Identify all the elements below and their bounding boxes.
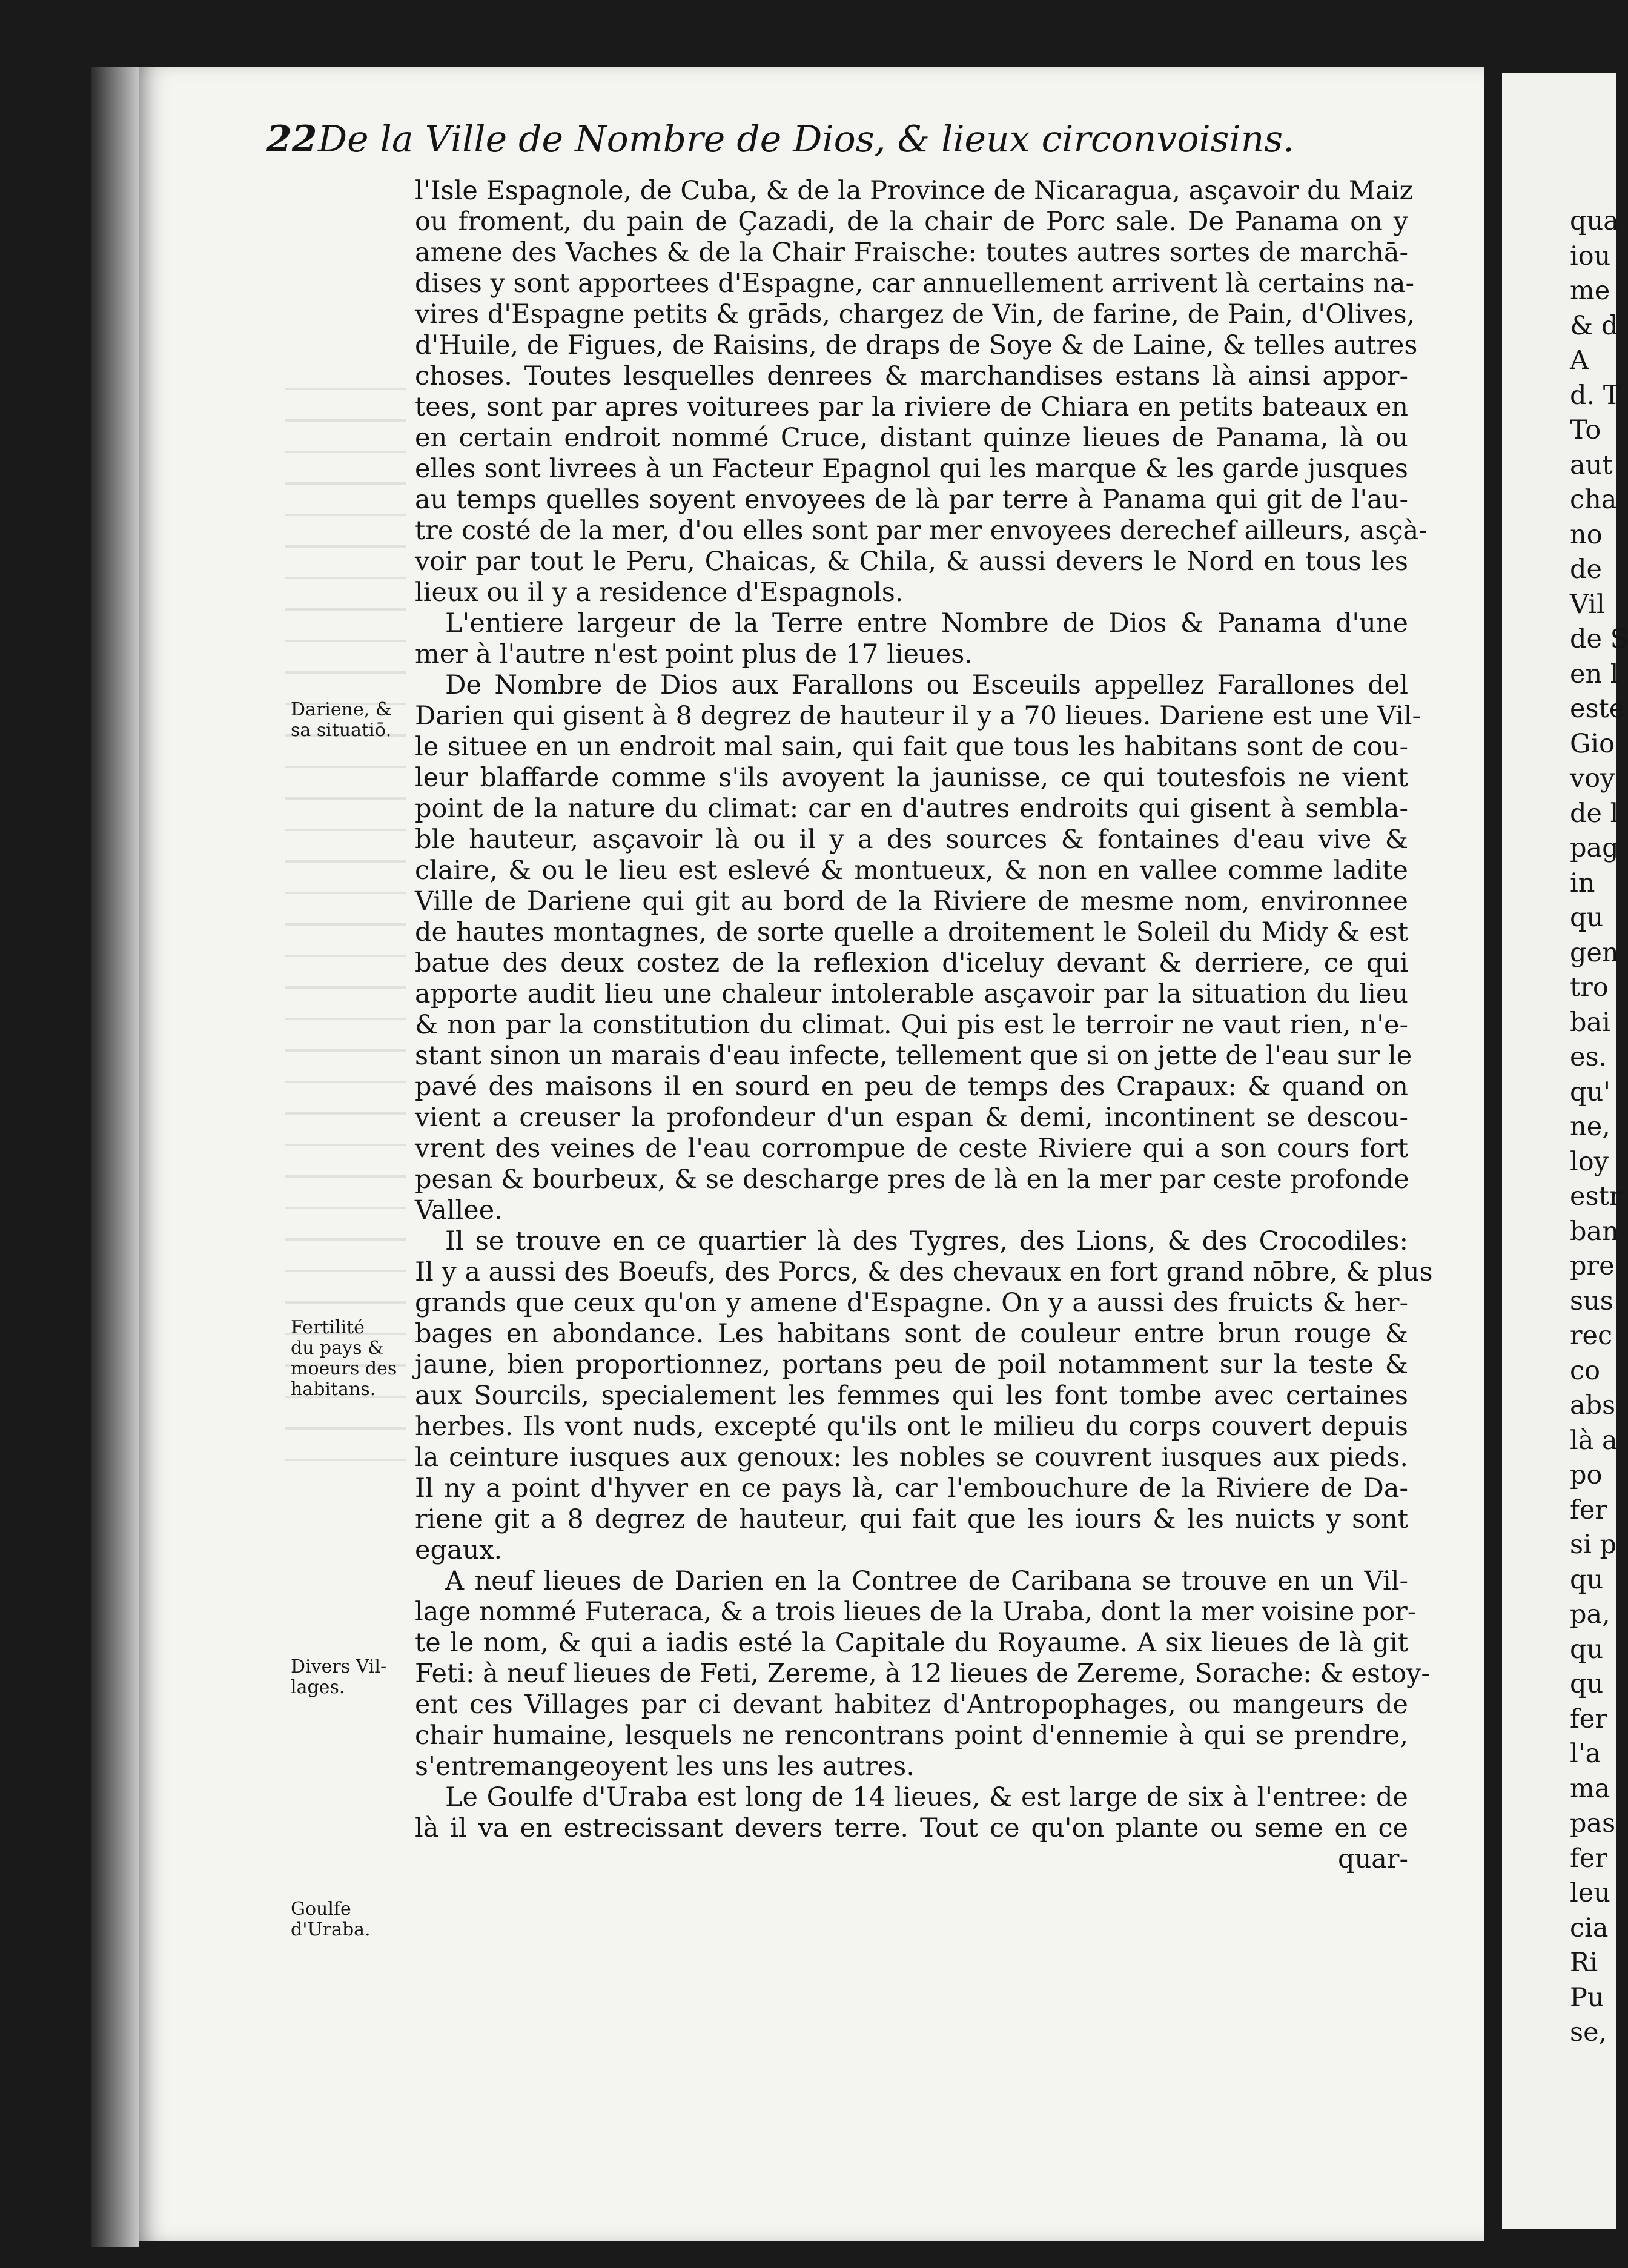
facing-page-fragment: rec <box>1570 1321 1613 1351</box>
facing-page-fragment: no <box>1570 519 1603 550</box>
facing-page-fragment: gen <box>1570 937 1619 968</box>
margin-note-line: sa situatiō. <box>291 720 392 741</box>
facing-page-fragment: qu <box>1570 1564 1604 1595</box>
text-line: mer à l'autre n'est point plus de 17 lieues. <box>415 639 973 669</box>
text-line: Darien qui gisent à 8 degrez de hauteur il y a 70 lieues. Dariene est une Vil- <box>415 701 1421 731</box>
text-line: riene git a 8 degrez de hauteur, qui fait que les iours & les nuicts y sont <box>415 1504 1408 1534</box>
text-line: là il va en estrecissant devers terre. Tout ce qu'on plante ou seme en ce <box>415 1813 1408 1843</box>
text-line: De Nombre de Dios aux Farallons ou Esceuils appellez Farallones del <box>445 670 1408 700</box>
text-line: pesan & bourbeux, & se descharge pres de là en la mer par ceste profonde <box>415 1164 1409 1195</box>
margin-note-line: habitans. <box>291 1379 376 1400</box>
facing-page-fragment: tro <box>1570 972 1609 1003</box>
facing-page-fragment: me <box>1570 276 1610 306</box>
facing-page-fragment: ma <box>1570 1773 1610 1804</box>
text-line: la ceinture iusques aux genoux: les nobles se couvrent iusques aux pieds. <box>415 1442 1408 1473</box>
facing-page-fragment: là a <box>1570 1425 1618 1456</box>
text-line: te le nom, & qui a iadis esté la Capitale du Royaume. A six lieues de là git <box>415 1628 1408 1658</box>
text-line: le situee en un endroit mal sain, qui fait que tous les habitans sont de cou- <box>415 732 1408 762</box>
facing-page-fragment: este <box>1570 694 1625 724</box>
text-line: vires d'Espagne petits & grāds, chargez de Vin, de farine, de Pain, d'Olives, <box>415 299 1415 330</box>
text-line: en certain endroit nommé Cruce, distant quinze lieues de Panama, là ou <box>415 423 1408 453</box>
margin-note-line: du pays & <box>291 1338 384 1359</box>
facing-page-fragment: d. T <box>1570 380 1621 411</box>
text-line: au temps quelles soyent envoyees de là par terre à Panama qui git de l'au- <box>415 485 1408 515</box>
facing-page-fragment: voy <box>1570 763 1615 794</box>
facing-page-fragment: Vil <box>1570 589 1605 620</box>
facing-page-fragment: qua <box>1570 206 1619 236</box>
text-line: choses. Toutes lesquelles denrees & marchandises estans là ainsi appor- <box>415 361 1408 391</box>
facing-page-fragment: si p <box>1570 1530 1617 1560</box>
facing-page-fragment: cia <box>1570 1912 1609 1943</box>
margin-note-line: Divers Vil- <box>291 1656 387 1677</box>
facing-page-fragment: de <box>1570 554 1602 585</box>
page-header <box>266 118 1295 167</box>
margin-note-line: Dariene, & <box>291 699 392 720</box>
margin-note-line: moeurs des <box>291 1358 397 1379</box>
text-line: de hautes montagnes, de sorte quelle a droitement le Soleil du Midy & est <box>415 917 1408 947</box>
text-line: lieux ou il y a residence d'Espagnols. <box>415 577 904 608</box>
text-line: A neuf lieues de Darien en la Contree de Caribana se trouve en un Vil- <box>445 1566 1408 1596</box>
text-line: ble hauteur, asçavoir là ou il y a des sources & fontaines d'eau vive & <box>415 824 1408 855</box>
text-line: batue des deux costez de la reflexion d'iceluy devant & derriere, ce qui <box>415 948 1408 978</box>
facing-page-fragment: loy <box>1570 1146 1609 1177</box>
margin-note-line: d'Uraba. <box>291 1919 371 1940</box>
text-line: Le Goulfe d'Uraba est long de 14 lieues, & est large de six à l'entree: de <box>445 1782 1408 1812</box>
facing-page-fragment: l'a <box>1570 1739 1601 1769</box>
text-line: claire, & ou le lieu est eslevé & montueux, & non en vallee comme ladite <box>415 855 1408 886</box>
page-number: 22 <box>266 118 317 161</box>
text-line: elles sont livrees à un Facteur Epagnol qui les marque & les garde jusques <box>415 454 1408 484</box>
facing-page-fragment: Pu <box>1570 1982 1604 2013</box>
facing-page-fragment: iou <box>1570 240 1611 271</box>
text-line: Vallee. <box>415 1195 503 1225</box>
facing-page-fragment: es. <box>1570 1042 1607 1072</box>
facing-page-fragment: pag <box>1570 833 1619 863</box>
text-line: Il y a aussi des Boeufs, des Porcs, & des chevaux en fort grand nōbre, & plus <box>415 1257 1433 1287</box>
facing-page-fragment: pas <box>1570 1808 1616 1839</box>
text-line: leur blaffarde comme s'ils avoyent la jaunisse, ce qui toutesfois ne vient <box>415 763 1408 793</box>
text-line: lage nommé Futeraca, & a trois lieues de la Uraba, dont la mer voisine por- <box>415 1597 1417 1627</box>
facing-page-fragment: & d <box>1570 310 1618 341</box>
facing-page-fragment: fer <box>1570 1494 1607 1525</box>
facing-page-fragment: ban <box>1570 1216 1619 1247</box>
text-line: d'Huile, de Figues, de Raisins, de draps de Soye & de Laine, & telles autres <box>415 330 1418 360</box>
catchword: quar- <box>1338 1844 1408 1874</box>
facing-page-fragment: se, <box>1570 2017 1607 2047</box>
margin-note-goulfe <box>291 1899 418 1940</box>
facing-page-fragment: co <box>1570 1355 1600 1386</box>
facing-page-fragment: de l <box>1570 798 1619 829</box>
facing-page-fragment: qu' <box>1570 1076 1611 1107</box>
facing-page-fragment: aut <box>1570 449 1613 480</box>
facing-page-fragment: Gio <box>1570 728 1615 759</box>
text-line: jaune, bien proportionnez, portans peu de poil notamment sur la teste & <box>415 1350 1408 1380</box>
facing-page-fragment: estr <box>1570 1181 1622 1212</box>
text-line: s'entremangeoyent les uns les autres. <box>415 1751 915 1782</box>
facing-page-fragment: po <box>1570 1460 1603 1490</box>
text-line: l'Isle Espagnole, de Cuba, & de la Province de Nicaragua, asçavoir du Maiz <box>415 176 1414 206</box>
text-line: amene des Vaches & de la Chair Fraische: toutes autres sortes de marchā- <box>415 237 1408 268</box>
margin-note-line: lages. <box>291 1677 345 1698</box>
text-line: pavé des maisons il en sourd en peu de temps des Crapaux: & quand on <box>415 1072 1408 1102</box>
text-line: voir par tout le Peru, Chaicas, & Chila, & aussi devers le Nord en tous les <box>415 546 1408 577</box>
text-line: Feti: à neuf lieues de Feti, Zereme, à 12 lieues de Zereme, Sorache: & estoy- <box>415 1659 1430 1689</box>
text-line: ent ces Villages par ci devant habitez d'Antropophages, ou mangeurs de <box>415 1689 1408 1720</box>
text-line: grands que ceux qu'on y amene d'Espagne. On y a aussi des fruicts & her- <box>415 1288 1408 1318</box>
body-text <box>415 176 1433 1875</box>
facing-page-fragment: en l <box>1570 658 1619 689</box>
text-line: apporte audit lieu une chaleur intolerable asçavoir par la situation du lieu <box>415 979 1408 1009</box>
facing-page-fragment: fer <box>1570 1703 1607 1734</box>
facing-page-fragment: fer <box>1570 1843 1607 1874</box>
text-line: L'entiere largeur de la Terre entre Nombre de Dios & Panama d'une <box>445 608 1408 638</box>
facing-page-fragment: sus <box>1570 1285 1613 1316</box>
text-line: & non par la constitution du climat. Qui pis est le terroir ne vaut rien, n'e- <box>415 1010 1408 1040</box>
facing-page-fragment: pa, <box>1570 1599 1610 1630</box>
facing-page-fragment: pre <box>1570 1251 1615 1281</box>
facing-page-fragment: cha <box>1570 485 1617 515</box>
text-line: Il se trouve en ce quartier là des Tygres, des Lions, & des Crocodiles: <box>445 1226 1408 1256</box>
text-line: ou froment, du pain de Çazadi, de la chair de Porc sale. De Panama on y <box>415 207 1408 237</box>
book-binding <box>91 67 139 2247</box>
running-head: De la Ville de Nombre de Dios, & lieux circonvoisins. <box>318 118 1295 161</box>
text-line: egaux. <box>415 1535 503 1565</box>
text-line: point de la nature du climat: car en d'autres endroits qui gisent à sembla- <box>415 794 1408 824</box>
text-line: Ville de Dariene qui git au bord de la Riviere de mesme nom, environnee <box>415 886 1408 917</box>
margin-note-fertilite <box>291 1318 418 1400</box>
facing-page-fragment: ne, <box>1570 1112 1610 1142</box>
text-line: chair humaine, lesquels ne rencontrans point d'ennemie à qui se prendre, <box>415 1720 1408 1751</box>
margin-note-line: Fertilité <box>291 1317 365 1338</box>
text-line: Il ny a point d'hyver en ce pays là, car l'embouchure de la Riviere de Da- <box>415 1473 1408 1504</box>
facing-page-fragment: A <box>1570 345 1589 376</box>
facing-page-fragment: To <box>1570 415 1601 445</box>
facing-page-fragment: qu <box>1570 1669 1604 1699</box>
facing-page-fragment: bai <box>1570 1007 1610 1038</box>
facing-page-fragment: qu <box>1570 903 1604 933</box>
facing-page-fragment: de S <box>1570 624 1628 654</box>
text-line: stant sinon un marais d'eau infecte, tellement que si on jette de l'eau sur le <box>415 1041 1412 1071</box>
text-line: bages en abondance. Les habitans sont de couleur entre brun rouge & <box>415 1319 1408 1349</box>
facing-page-fragment: in <box>1570 867 1595 898</box>
text-line: dises y sont apportees d'Espagne, car annuellement arrivent là certains na- <box>415 268 1414 299</box>
margin-note-villages <box>291 1657 418 1698</box>
facing-page-fragment: abs <box>1570 1390 1616 1421</box>
facing-page-fragment: leu <box>1570 1878 1610 1908</box>
text-line: vrent des veines de l'eau corrompue de ceste Riviere qui a son cours fort <box>415 1133 1408 1164</box>
text-line: tre costé de la mer, d'ou elles sont par mer envoyees derechef ailleurs, asçà- <box>415 516 1428 546</box>
margin-note-dariene <box>291 700 418 741</box>
margin-note-line: Goulfe <box>291 1898 351 1920</box>
text-line: tees, sont par apres voiturees par la riviere de Chiara en petits bateaux en <box>415 392 1408 422</box>
facing-page-fragment: qu <box>1570 1634 1604 1665</box>
text-line: herbes. Ils vont nuds, excepté qu'ils ont le milieu du corps couvert depuis <box>415 1411 1408 1442</box>
bleed-through-marks <box>285 388 406 1478</box>
text-line: aux Sourcils, specialement les femmes qui les font tombe avec certaines <box>415 1381 1408 1411</box>
text-line: vient a creuser la profondeur d'un espan & demi, incontinent se descou- <box>415 1102 1408 1133</box>
facing-page-fragment: Ri <box>1570 1948 1598 1978</box>
